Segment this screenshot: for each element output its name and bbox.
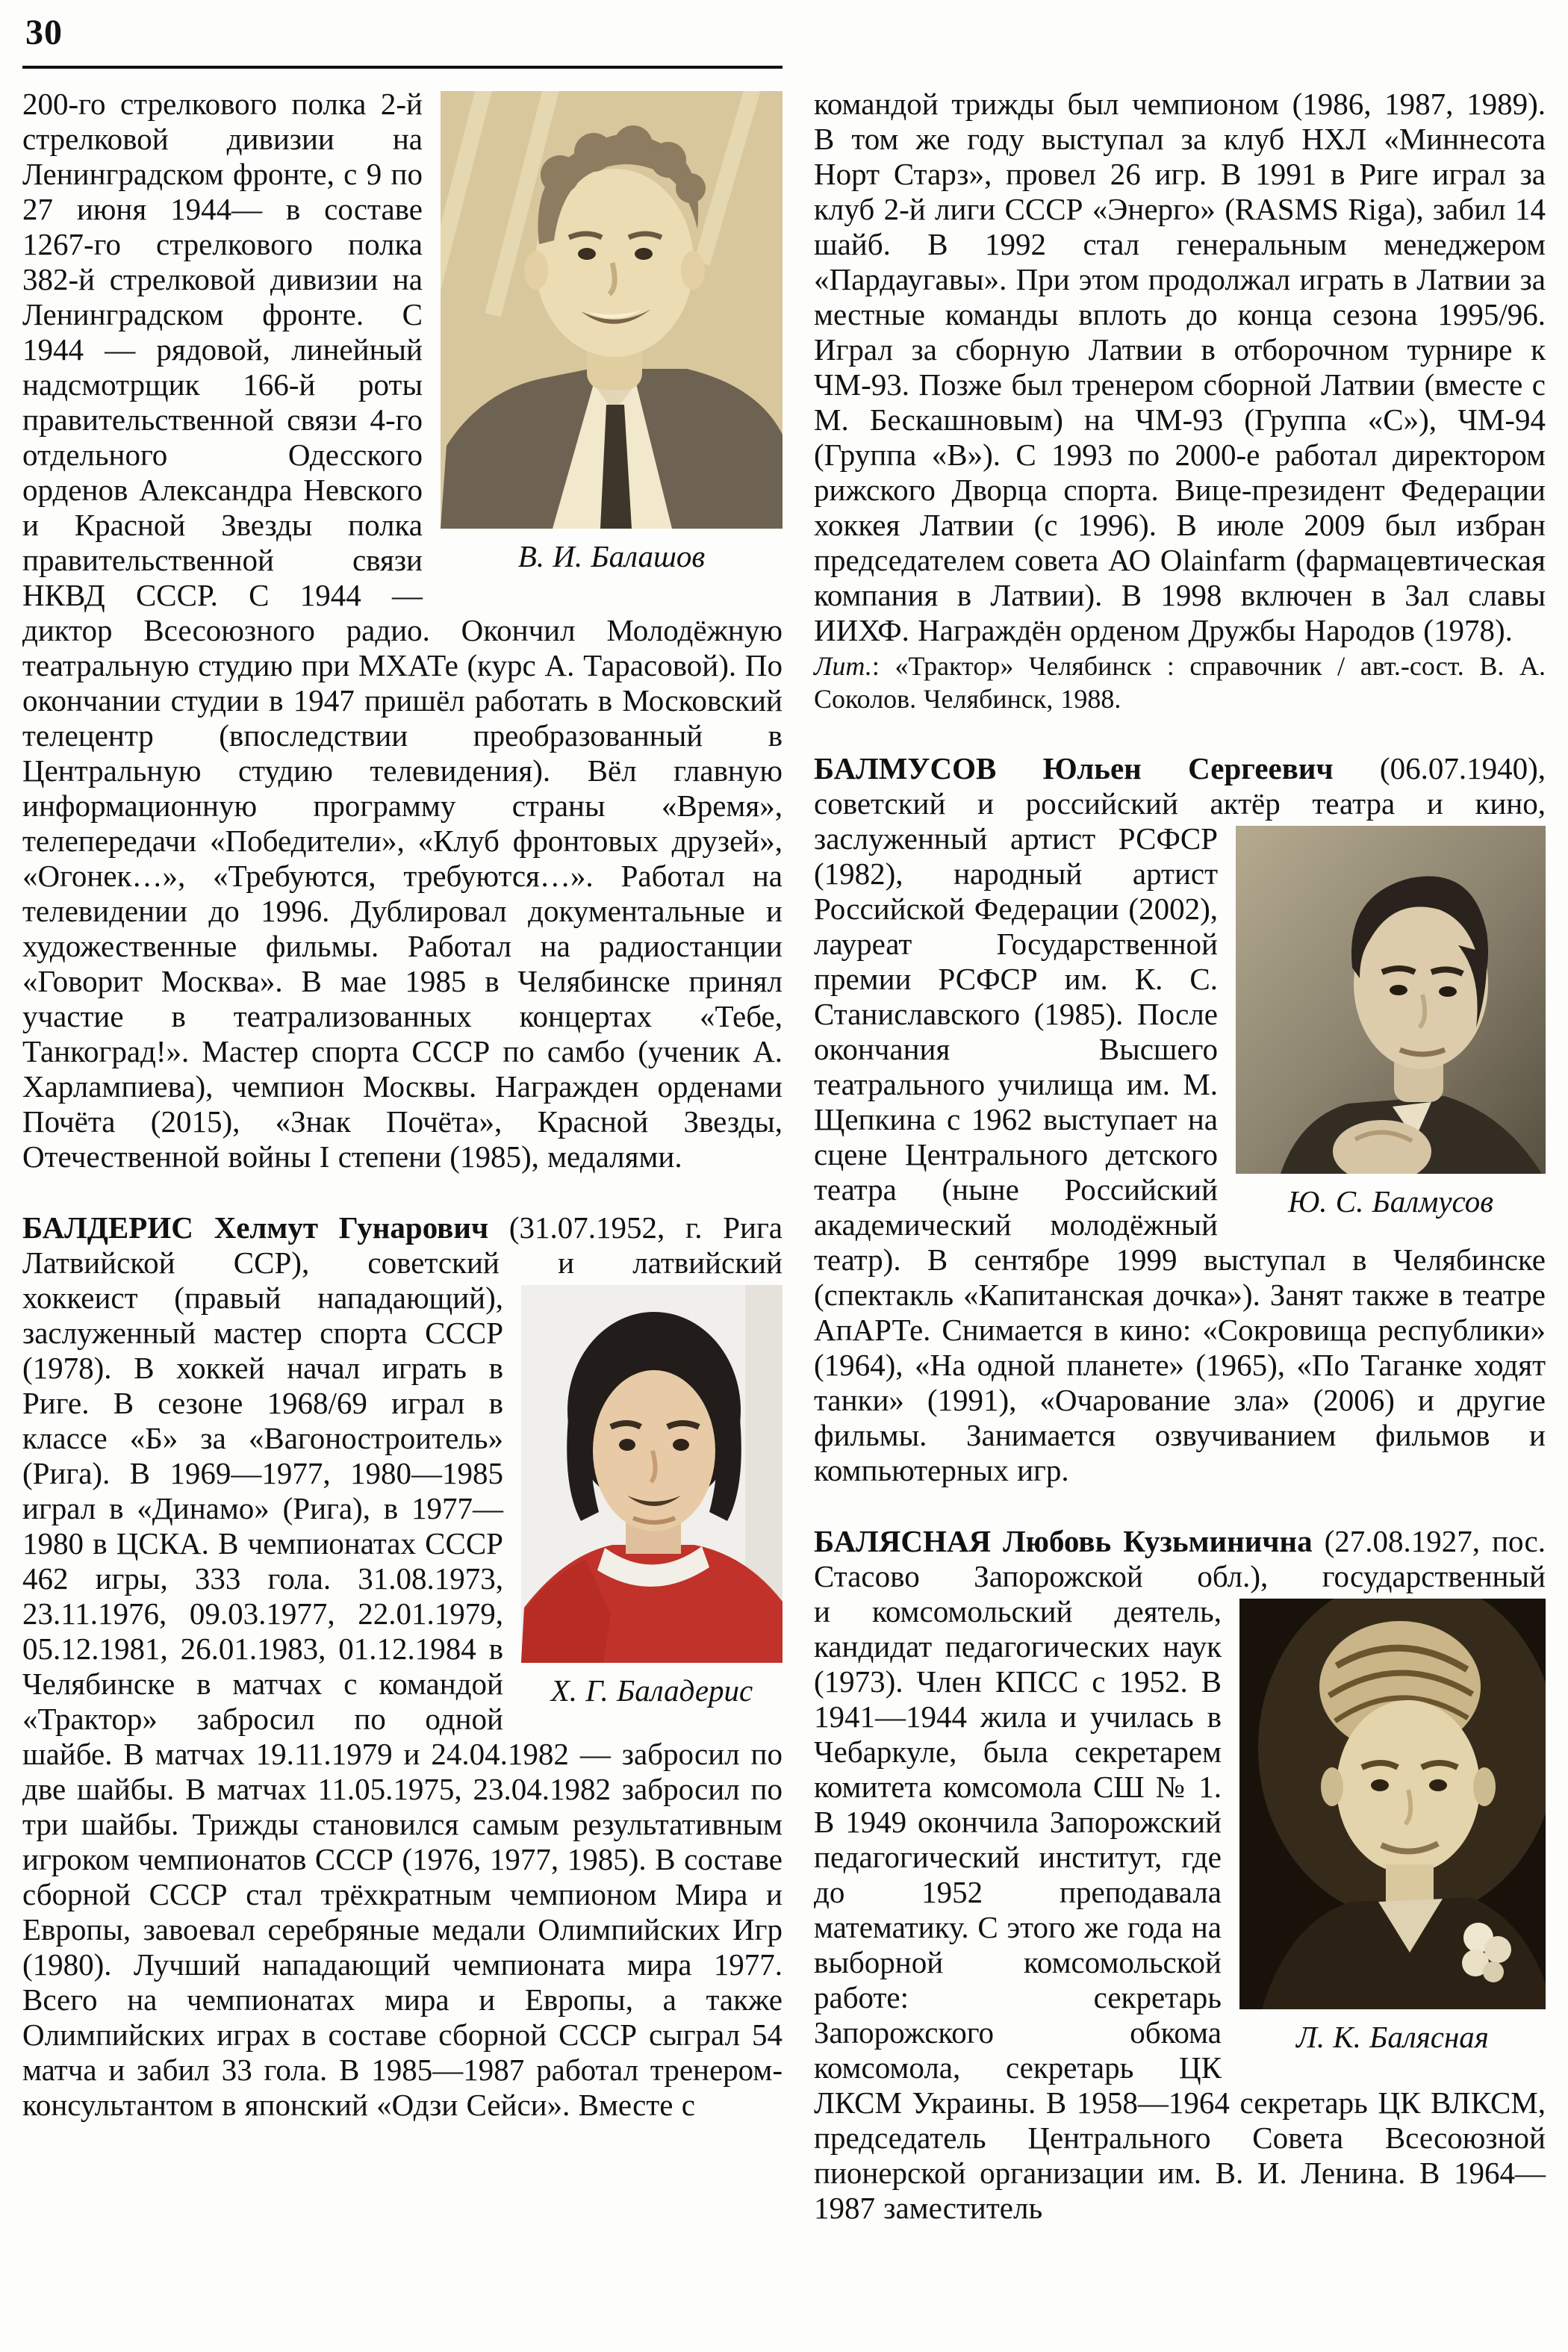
left-column (22, 87, 783, 2123)
balashov-paragraph: 200-го стрелкового полка 2-й стрелковой дивизии на Ленинградском фронте, с 9 по 27 июня 1944— в составе 1267-го стрелкового полка 382-й стрелковой дивизии на Ленинградском фронте. С 1944 — рядовой, линейный надсмотрщик 166-й роты правительственной связи 4-го отдельного Одесского орденов Александра Невского и Красной Звезды полка правительственной связи НКВД СССР. С 1944 — диктор Всесоюзного радио. Окончил Молодёжную театральную студию при МХАТе (курс А. Тарасовой). По окончании студии в 1947 пришёл работать в Московский телецентр (впоследствии преобразованный в Центральную студию телевидения). Вёл главную информационную программу страны «Время», телепередачи «Победители», «Клуб фронтовых друзей», «Огонек…», «Требуются, требуются…». Работал на телевидении до 1996. Дублировал документальные и художественные фильмы. Работал на радиостанции «Говорит Москва». В мае 1985 в Челябинске принял участие в театрализованных концертах «Тебе, Танкоград!». Мастер спорта СССР по самбо (ученик А. Харлампиева), чемпион Москвы. Награжден орденами Почёта (2015), «Знак Почёта», Красной Звезды, Отечественной войны I степени (1985), медалями. (22, 87, 783, 1174)
entry-balyasnaya (814, 1524, 1546, 2226)
entry-balderis (22, 1210, 783, 2123)
balashov-caption: В. И. Балашов (517, 539, 706, 573)
balyasnaya-entry-name: БАЛЯСНАЯ Любовь Кузьминична (814, 1524, 1313, 1558)
balyasnaya-head (814, 1524, 1546, 1594)
balderis-paragraph: хоккеист (правый нападающий), заслуженный мастер спорта СССР (1978). В хоккей начал играть в Риге. В сезоне 1968/69 играл в классе «Б» за «Вагоностроитель» (Рига). В 1969—1977, 1980—1985 играл в «Динамо» (Рига), в 1977—1980 в ЦСКА. В чемпионатах СССР 462 игры, 333 гола. 31.08.1973, 23.11.1976, 09.03.1977, 22.01.1979, 05.12.1981, 26.01.1983, 01.12.1984 в Челябинске в матчах с командой «Трактор» забросил по одной шайбе. В матчах 19.11.1979 и 24.04.1982 — забросил по две шайбы. В матчах 11.05.1975, 23.04.1982 забросил по три шайбы. Трижды становился самым результативным игроком чемпионатов СССР (1976, 1977, 1985). В составе сборной СССР стал трёхкратным чемпионом Мира и Европы, завоевал серебряные медали Олимпийских Игр (1980). Лучший нападающий чемпионата мира 1977. Всего на чемпионатах мира и Европы, а также Олимпийских играх в составе сборной СССР сыграл 54 матча и забил 33 гола. В 1985—1987 работал тренером-консультантом в японский «Одзи Сейси». Вместе с (22, 1281, 783, 2122)
balyasnaya-head-rest: (27.08.1927, пос. Стасово Запорожской обл.), государственный (814, 1524, 1546, 1593)
balyasnaya-body-block (814, 1594, 1546, 2226)
balmusov-figure (1236, 826, 1546, 1219)
literature-label: Лит. (814, 651, 872, 681)
right-column (814, 87, 1546, 2226)
balmusov-portrait-image (1236, 826, 1546, 1174)
balyasnaya-paragraph: и комсомольский деятель, кандидат педагогических наук (1973). Член КПСС с 1952. В 1941—1944 жила и училась в Чебаркуле, была секретарем комитета комсомола СШ № 1. В 1949 окончила Запорожский педагогический институт, где до 1952 преподавала математику. С этого же года на выборной комсомольской работе: секретарь Запорожского обкома комсомола, секретарь ЦК ЛКСМ Украины. В 1958—1964 секретарь ЦК ВЛКСМ, председатель Центрального Совета Всесоюзной пионерской организации им. В. И. Ленина. В 1964—1987 заместитель (814, 1594, 1546, 2225)
header-rule (22, 66, 783, 69)
balmusov-head (814, 751, 1546, 821)
balderis-caption: Х. Г. Баладерис (550, 1673, 753, 1708)
balderis-portrait-image (521, 1285, 783, 1663)
balderis-continuation-paragraph: командой трижды был чемпионом (1986, 1987, 1989). В том же году выступал за клуб НХЛ «Миннесота Норт Старз», провел 26 игр. В 1991 в Риге играл за клуб 2-й лиги СССР «Энерго» (RASMS Riga), забил 14 шайб. В 1992 стал генеральным менеджером «Пардаугавы». При этом продолжал играть в Латвии за местные команды вплоть до конца сезона 1995/96. Играл за сборную Латвии в отборочном турнире к ЧМ-93. Позже был тренером сборной Латвии (вместе с М. Бескашновым) на ЧМ-93 (Группа «С»), ЧМ-94 (Группа «В»). С 1993 по 2000-е работал директором рижского Дворца спорта. Вице-президент Федерации хоккея Латвии (с 1996). В июле 2009 был избран председателем совета АО Olainfarm (фармацевтическая компания в Латвии). В 1998 включен в Зал славы ИИХФ. Награждён орденом Дружбы Народов (1978). (814, 87, 1546, 647)
balderis-literature-line (814, 650, 1546, 715)
literature-text: : «Трактор» Челябинск : справочник / авт.-сост. В. А. Соколов. Челябинск, 1988. (814, 651, 1546, 714)
balmusov-paragraph: заслуженный артист РСФСР (1982), народный артист Российской Федерации (2002), лауреат Государственной премии РСФСР им. К. С. Станиславского (1985). После окончания Высшего театрального училища им. М. Щепкина с 1962 выступает на сцене Центрального детского театра (ныне Российский академический молодёжный театр). В сентябре 1999 выступал в Челябинске (спектакль «Капитанская дочка»). Занят также в театре АпАРТе. Снимается в кино: «Сокровища республики» (1964), «На одной планете» (1965), «По Таганке ходят танки» (1991), «Очарование зла» (2006) и другие фильмы. Занимается озвучиванием фильмов и компьютерных игр. (814, 821, 1546, 1487)
balmusov-head-rest: (06.07.1940), советский и российский актёр театра и кино, (814, 751, 1546, 821)
balashov-portrait-image (441, 91, 783, 529)
entry-balmusov (814, 751, 1546, 1488)
balmusov-body-block (814, 821, 1546, 1488)
balderis-head-rest: (31.07.1952, г. Рига Латвийской ССР), советский и латвийский (22, 1210, 783, 1280)
balyasnaya-portrait-image (1239, 1599, 1546, 2009)
balderis-entry-name: БАЛДЕРИС Хелмут Гунарович (22, 1210, 489, 1245)
page-number: 30 (25, 13, 63, 52)
balashov-figure (441, 91, 783, 573)
balderis-body-block (22, 1281, 783, 2123)
balderis-head (22, 1210, 783, 1281)
balmusov-caption: Ю. С. Балмусов (1287, 1184, 1494, 1219)
balderis-figure (521, 1285, 783, 1708)
balmusov-entry-name: БАЛМУСОВ Юльен Сергеевич (814, 751, 1334, 785)
balyasnaya-figure (1239, 1599, 1546, 2054)
balyasnaya-caption: Л. К. Балясная (1296, 2020, 1489, 2054)
